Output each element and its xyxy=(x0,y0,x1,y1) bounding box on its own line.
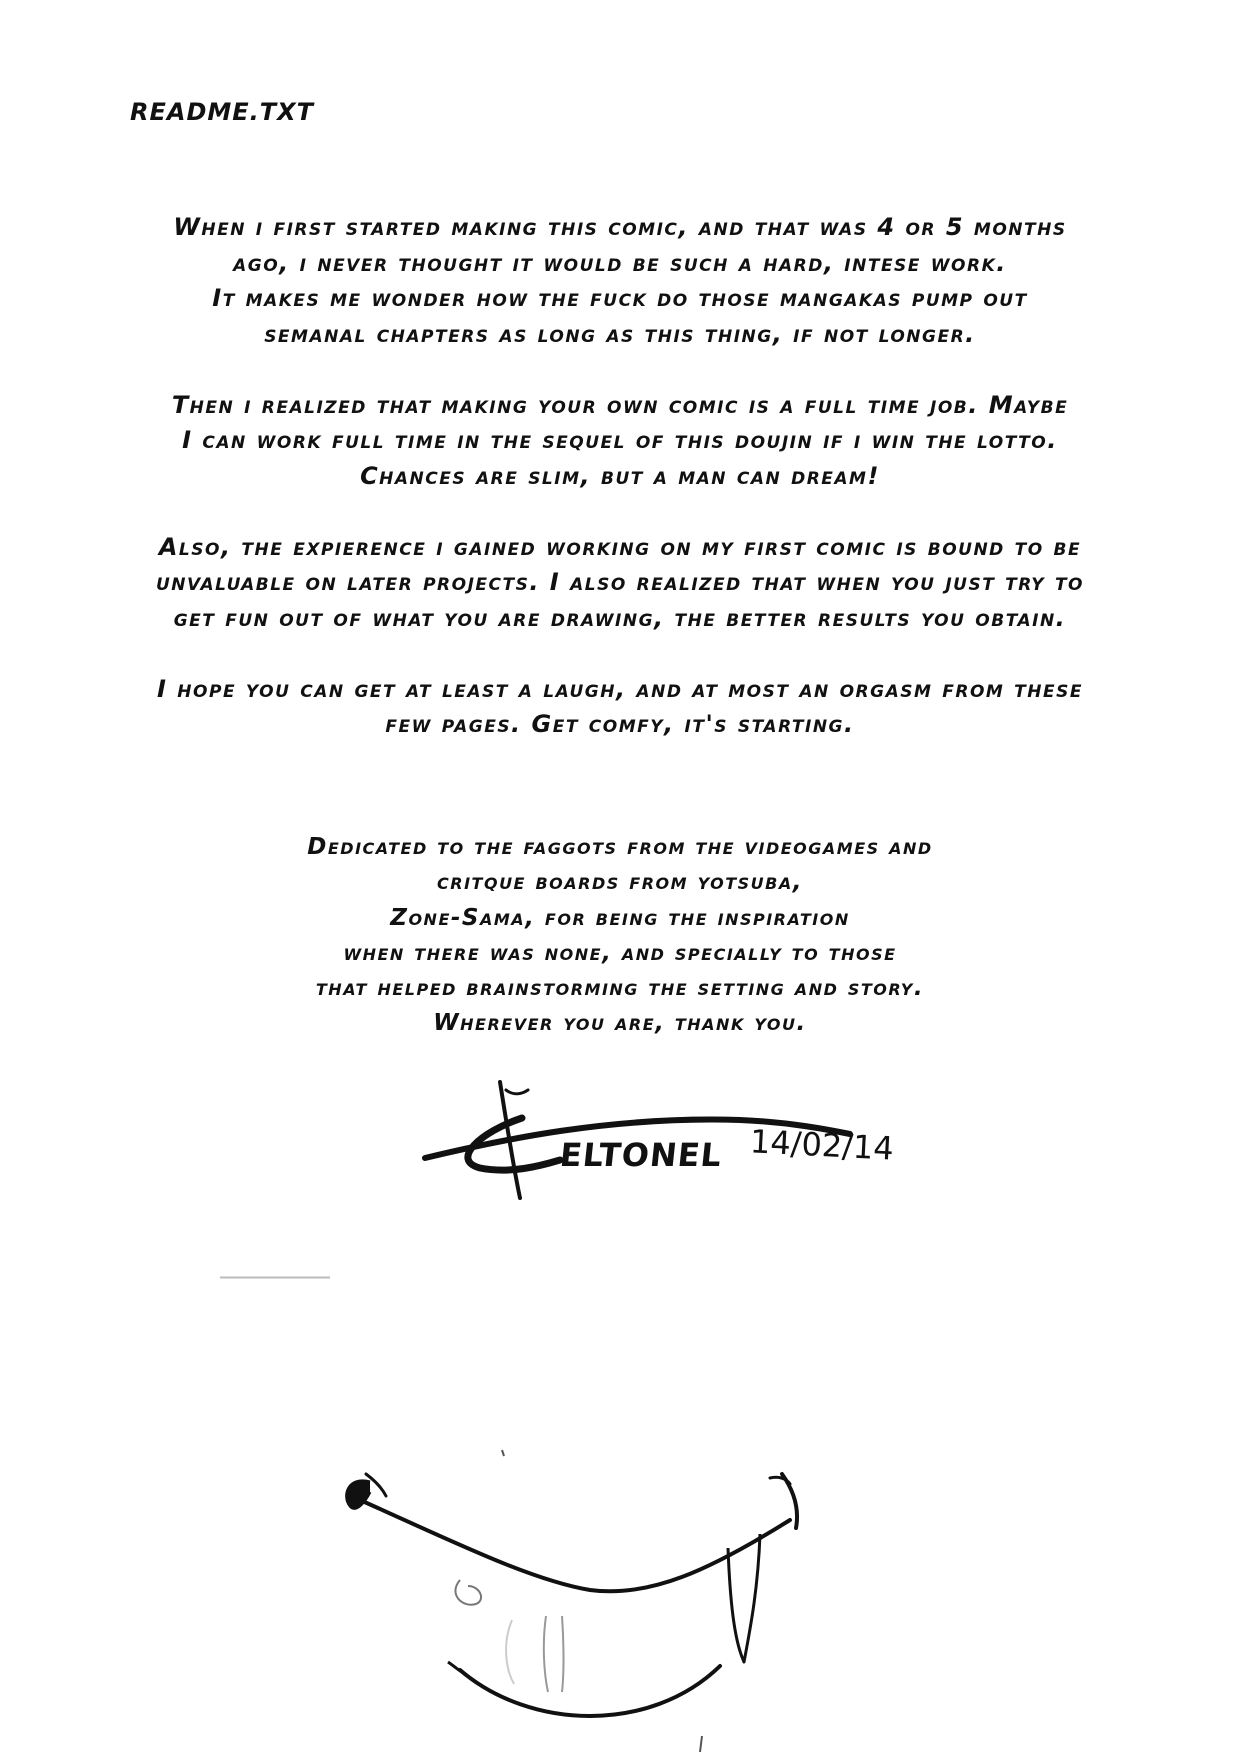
text-line: I hope you can get at least a laugh, and at most an orgasm from these xyxy=(157,674,1083,703)
text-line: get fun out of what you are drawing, the better results you obtain. xyxy=(173,603,1067,632)
dedication xyxy=(160,830,1080,1042)
signature-name: ELTONEL xyxy=(558,1136,725,1174)
paragraph-2 xyxy=(70,388,1170,495)
paragraph-1 xyxy=(70,210,1170,352)
text-line: few pages. Get comfy, it's starting. xyxy=(385,710,855,738)
paragraph-4 xyxy=(70,672,1170,743)
dedication-line: Wherever you are, thank you. xyxy=(433,1010,807,1037)
text-line: When i first started making this comic, and that was 4 or 5 months xyxy=(173,213,1067,241)
stray-pencil-line xyxy=(220,1276,330,1279)
text-line: It makes me wonder how the fuck do those mangakas pump out xyxy=(212,284,1028,312)
text-line: Then i realized that making your own comic is a full time job. Maybe xyxy=(171,390,1069,419)
readme-body xyxy=(70,210,1170,778)
text-line: I can work full time in the sequel of this doujin if i win the lotto. xyxy=(182,426,1058,454)
document-title: README.TXT xyxy=(130,98,315,126)
dedication-line: Zone-Sama, for being the inspiration xyxy=(390,904,850,931)
dedication-line: critque boards from yotsuba, xyxy=(437,869,803,896)
text-line: Chances are slim, but a man can dream! xyxy=(360,461,880,490)
paragraph-3 xyxy=(70,530,1170,637)
dedication-line: that helped brainstorming the setting and story. xyxy=(315,975,925,1002)
text-line: unvaluable on later projects. I also realized that when you just try to xyxy=(155,568,1085,596)
text-line: semanal chapters as long as this thing, if not longer. xyxy=(264,319,976,348)
text-line: Also, the expierence i gained working on my first comic is bound to be xyxy=(158,532,1082,561)
text-line: ago, i never thought it would be such a hard, intese work. xyxy=(233,248,1007,277)
dedication-line: when there was none, and specially to those xyxy=(343,939,897,966)
grin-drawing xyxy=(330,1430,890,1754)
dedication-line: Dedicated to the faggots from the videogames and xyxy=(307,834,933,860)
signature-date: 14/02/14 xyxy=(749,1122,895,1168)
signature xyxy=(410,1070,910,1210)
